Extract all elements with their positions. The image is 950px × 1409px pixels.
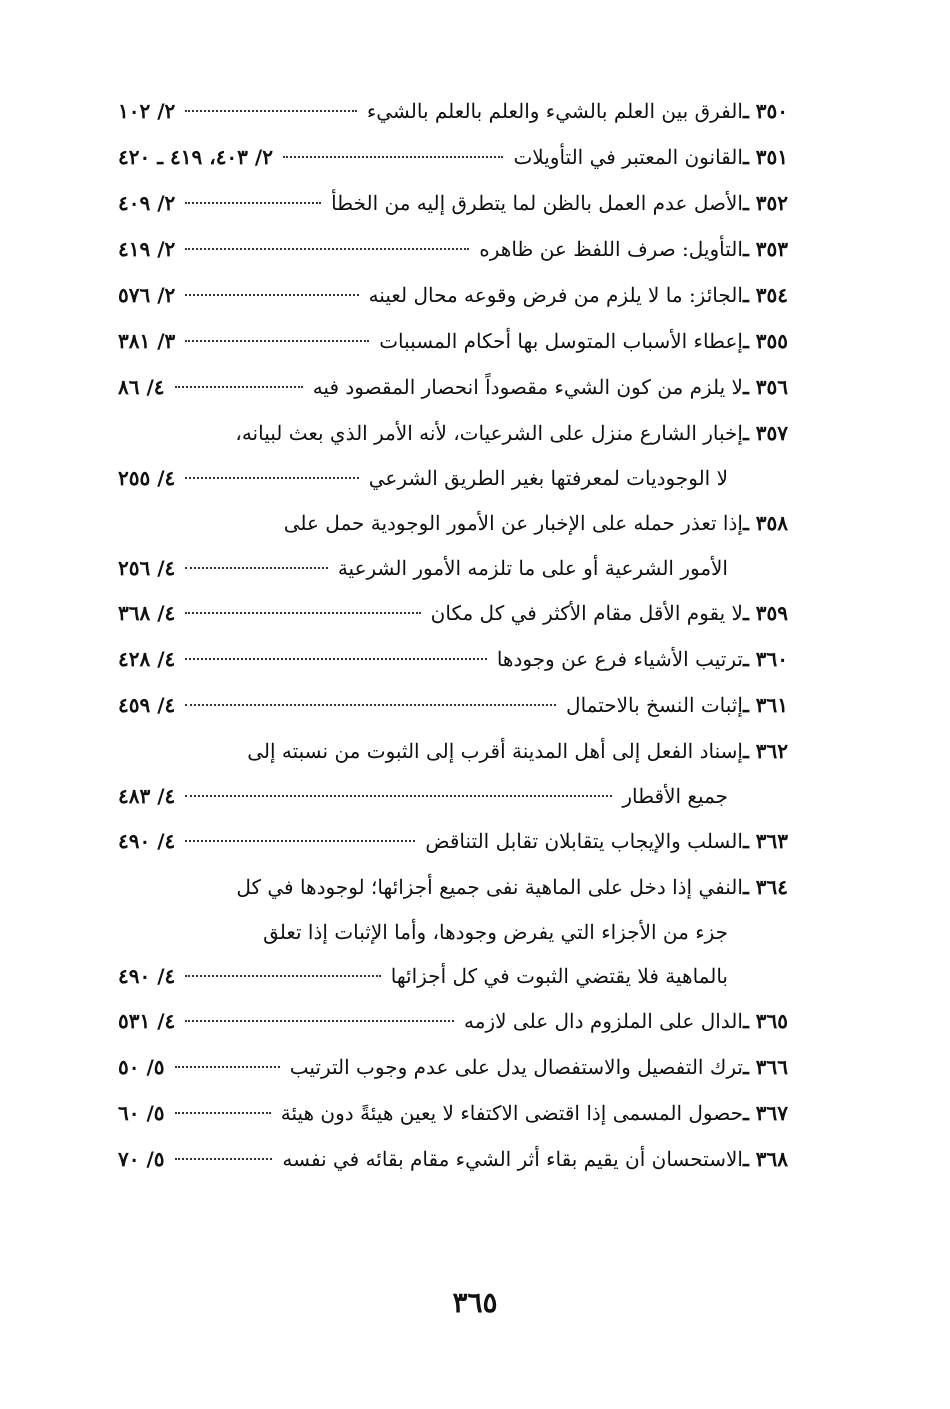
entry-line — [118, 728, 788, 774]
dot-leader — [185, 704, 556, 706]
entry-number: ٣٦١ ـ — [742, 693, 788, 717]
index-entry — [118, 1136, 788, 1182]
entry-line — [118, 1090, 788, 1136]
index-entry — [118, 1044, 788, 1090]
entry-number: ٣٦٣ ـ — [742, 829, 788, 853]
entry-text: الفرق بين العلم بالشيء والعلم بالعلم بالشيء — [366, 99, 743, 123]
page-number: ٣٦٥ — [452, 1286, 498, 1319]
entry-number: ٣٦٢ ـ — [742, 739, 788, 763]
dot-leader — [185, 567, 328, 569]
entry-text: السلب والإيجاب يتقابلان تقابل التناقض — [425, 829, 743, 853]
volume-page-reference: ٢/ ١٠٢ — [118, 99, 176, 123]
entry-text: لا يلزم من كون الشيء مقصوداً انحصار المقصود فيه — [312, 375, 743, 399]
index-entry — [118, 226, 788, 272]
entry-line — [118, 134, 788, 180]
entry-line — [118, 1136, 788, 1182]
index-entry — [118, 818, 788, 864]
entry-text: بالماهية فلا يقتضي الثبوت في كل أجزائها — [390, 964, 728, 988]
dot-leader — [185, 110, 357, 112]
index-entry — [118, 590, 788, 636]
index-entry — [118, 410, 788, 500]
dot-leader — [185, 202, 321, 204]
volume-page-reference: ٥/ ٦٠ — [118, 1101, 165, 1125]
entry-number: ٣٦٨ ـ — [742, 1147, 788, 1171]
volume-page-reference: ٤/ ٣٦٨ — [118, 601, 176, 625]
entry-number: ٣٥٦ ـ — [742, 375, 788, 399]
entry-number: ٣٦٧ ـ — [742, 1101, 788, 1125]
entry-text: الأصل عدم العمل بالظن لما يتطرق إليه من الخطأ — [331, 191, 743, 215]
entry-text: النفي إذا دخل على الماهية نفى جميع أجزائها؛ لوجودها في كل — [236, 875, 743, 899]
entry-number: ٣٥٠ ـ — [742, 99, 788, 123]
entry-line — [118, 682, 788, 728]
index-entry — [118, 728, 788, 818]
entry-line — [118, 954, 788, 998]
index-entry — [118, 500, 788, 590]
index-entry — [118, 364, 788, 410]
entry-number: ٣٥٣ ـ — [742, 237, 788, 261]
entry-line — [118, 410, 788, 456]
entry-text: جزء من الأجزاء التي يفرض وجودها، وأما الإثبات إذا تعلق — [263, 920, 728, 944]
volume-page-reference: ٤/ ٤٩٠ — [118, 964, 176, 988]
entry-text: التأويل: صرف اللفظ عن ظاهره — [479, 237, 743, 261]
entry-line — [118, 318, 788, 364]
entry-line — [118, 910, 788, 954]
entry-number: ٣٥٢ ـ — [742, 191, 788, 215]
index-entry — [118, 636, 788, 682]
volume-page-reference: ٤/ ٢٥٦ — [118, 556, 176, 580]
entry-text: إذا تعذر حمله على الإخبار عن الأمور الوجودية حمل على — [283, 511, 743, 535]
entry-text: إخبار الشارع منزل على الشرعيات، لأنه الأمر الذي بعث لبيانه، — [235, 421, 743, 445]
index-entry — [118, 180, 788, 226]
entry-text: حصول المسمى إذا اقتضى الاكتفاء لا يعين هيئةً دون هيئة — [280, 1101, 743, 1125]
entry-number: ٣٥٤ ـ — [742, 283, 788, 307]
dot-leader — [185, 840, 415, 842]
entry-line — [118, 864, 788, 910]
entry-number: ٣٦٤ ـ — [742, 875, 788, 899]
volume-page-reference: ٤/ ٥٣١ — [118, 1009, 176, 1033]
volume-page-reference: ٣/ ٣٨١ — [118, 329, 176, 353]
index-entry — [118, 682, 788, 728]
volume-page-reference: ٤/ ٨٦ — [118, 375, 165, 399]
entry-text: لا الوجوديات لمعرفتها بغير الطريق الشرعي — [368, 466, 728, 490]
dot-leader — [175, 386, 303, 388]
index-entry — [118, 272, 788, 318]
entry-number: ٣٦٠ ـ — [742, 647, 788, 671]
entry-line — [118, 636, 788, 682]
volume-page-reference: ٢/ ٤١٩ — [118, 237, 176, 261]
index-entry — [118, 134, 788, 180]
entry-text: الاستحسان أن يقيم بقاء أثر الشيء مقام بقائه في نفسه — [282, 1147, 743, 1171]
volume-page-reference: ٢/ ٥٧٦ — [118, 283, 176, 307]
entry-number: ٣٦٦ ـ — [742, 1055, 788, 1079]
entry-line — [118, 774, 788, 818]
entry-text: الدال على الملزوم دال على لازمه — [464, 1009, 743, 1033]
dot-leader — [185, 294, 358, 296]
volume-page-reference: ٤/ ٤٨٣ — [118, 784, 176, 808]
volume-page-reference: ٢/ ٤٠٩ — [118, 191, 176, 215]
volume-page-reference: ٥/ ٥٠ — [118, 1055, 165, 1079]
entry-line — [118, 364, 788, 410]
dot-leader — [185, 340, 369, 342]
entry-line — [118, 456, 788, 500]
entry-line — [118, 272, 788, 318]
entry-text: إثبات النسخ بالاحتمال — [566, 693, 743, 717]
entry-line — [118, 180, 788, 226]
dot-leader — [185, 1020, 454, 1022]
entry-text: الأمور الشرعية أو على ما تلزمه الأمور الشرعية — [337, 556, 728, 580]
entry-line — [118, 546, 788, 590]
entry-number: ٣٦٥ ـ — [742, 1009, 788, 1033]
entry-number: ٣٥٥ ـ — [742, 329, 788, 353]
volume-page-reference: ٤/ ٤٩٠ — [118, 829, 176, 853]
dot-leader — [175, 1112, 271, 1114]
index-entry — [118, 318, 788, 364]
entry-line — [118, 88, 788, 134]
entry-number: ٣٥٧ ـ — [742, 421, 788, 445]
volume-page-reference: ٤/ ٤٢٨ — [118, 647, 176, 671]
entry-text: ترك التفصيل والاستفصال يدل على عدم وجوب الترتيب — [289, 1055, 743, 1079]
entry-line — [118, 818, 788, 864]
volume-page-reference: ٤/ ٤٥٩ — [118, 693, 176, 717]
entry-number: ٣٥٨ ـ — [742, 511, 788, 535]
dot-leader — [283, 156, 504, 158]
dot-leader — [185, 975, 380, 977]
index-entry — [118, 1090, 788, 1136]
dot-leader — [175, 1066, 280, 1068]
dot-leader — [185, 612, 420, 614]
dot-leader — [185, 658, 487, 660]
entry-text: القانون المعتبر في التأويلات — [513, 145, 743, 169]
entry-line — [118, 226, 788, 272]
index-entry — [118, 864, 788, 998]
entry-text: لا يقوم الأقل مقام الأكثر في كل مكان — [430, 601, 743, 625]
entry-text: الجائز: ما لا يلزم من فرض وقوعه محال لعينه — [368, 283, 743, 307]
volume-page-reference: ٢/ ٤٠٣، ٤١٩ ـ ٤٢٠ — [118, 145, 273, 169]
index-entry — [118, 88, 788, 134]
entry-number: ٣٥٩ ـ — [742, 601, 788, 625]
dot-leader — [175, 1158, 273, 1160]
entry-text: إسناد الفعل إلى أهل المدينة أقرب إلى الثبوت من نسبته إلى — [247, 739, 743, 763]
entry-line — [118, 1044, 788, 1090]
volume-page-reference: ٥/ ٧٠ — [118, 1147, 165, 1171]
rules-index-list — [118, 88, 788, 1182]
entry-text: ترتيب الأشياء فرع عن وجودها — [496, 647, 743, 671]
entry-text: جميع الأقطار — [622, 784, 728, 808]
entry-number: ٣٥١ ـ — [742, 145, 788, 169]
volume-page-reference: ٤/ ٢٥٥ — [118, 466, 176, 490]
dot-leader — [185, 248, 469, 250]
entry-line — [118, 998, 788, 1044]
index-entry — [118, 998, 788, 1044]
dot-leader — [185, 795, 612, 797]
entry-line — [118, 500, 788, 546]
entry-text: إعطاء الأسباب المتوسل بها أحكام المسببات — [379, 329, 743, 353]
dot-leader — [185, 477, 358, 479]
entry-line — [118, 590, 788, 636]
